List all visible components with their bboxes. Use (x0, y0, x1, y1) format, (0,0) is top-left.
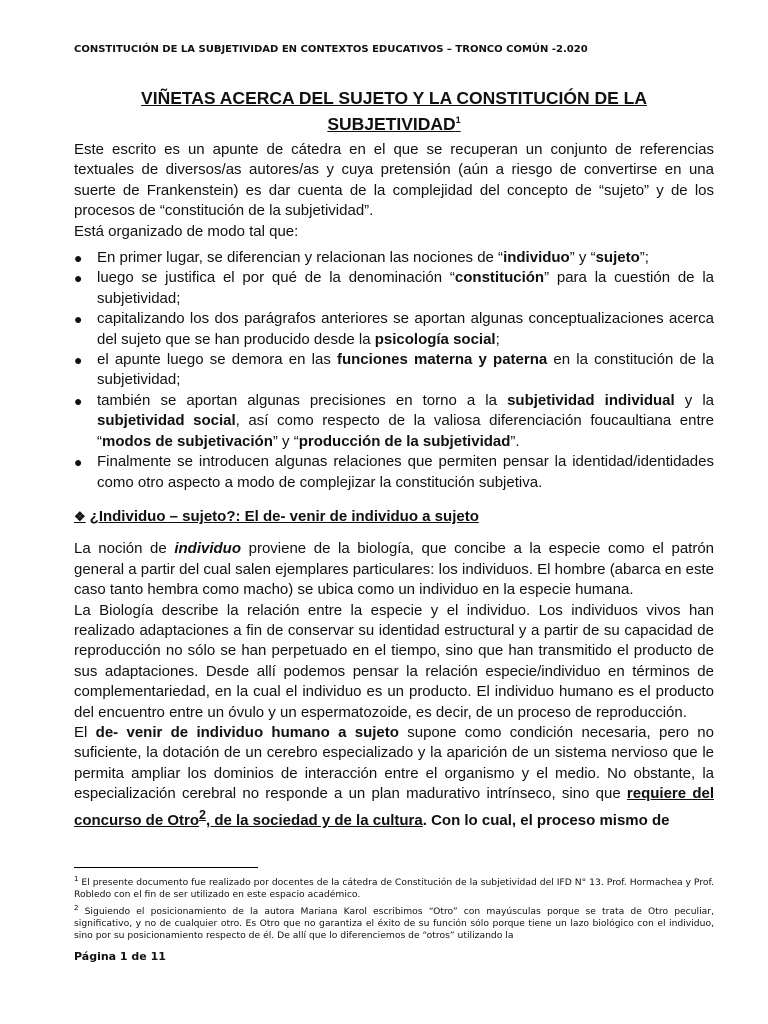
list-item: ● capitalizando los dos parágrafos anteriores se aportan algunas conceptualizaciones acerca del sujeto que se han producido desde la psicología social; (74, 310, 714, 348)
title-line-1: VIÑETAS ACERCA DEL SUJETO Y LA CONSTITUCIÓN DE LA (141, 88, 647, 108)
running-header: CONSTITUCIÓN DE LA SUBJETIVIDAD EN CONTEXTOS EDUCATIVOS – TRONCO COMÚN -2.020 (74, 44, 588, 55)
footnote-ref-2[interactable]: 2 (199, 807, 206, 822)
intro-lead: Está organizado de modo tal que: (74, 222, 299, 240)
intro-paragraph: Este escrito es un apunte de cátedra en el que se recuperan un conjunto de referencias textuales de diversos/as autores/as y cuya pretensión (aún a riesgo de convertirse en una suerte de Frankenstein) es dar cuenta de la complejidad del concepto de “sujeto” y de los procesos de “constitución de la subjetividad”. (74, 141, 714, 220)
section-heading: ❖ ¿Individuo – sujeto?: El de- venir de individuo a sujeto (74, 507, 714, 527)
page-number: Página 1 de 11 (74, 950, 166, 963)
list-item: ● En primer lugar, se diferencian y relacionan las nociones de “individuo” y “sujeto”; (74, 248, 714, 268)
diamond-bullet-icon: ❖ (74, 508, 86, 524)
list-item: ● también se aportan algunas precisiones en torno a la subjetividad individual y la subjetividad social, así como respecto de la valiosa diferenciación foucaultiana entre “modos de subjetivación” y “producción de la subjetividad”. (74, 391, 714, 450)
bullet-icon: ● (74, 454, 83, 471)
section-paragraph-1: La noción de individuo proviene de la biología, que concibe a la especie como el patrón general a partir del cual salen ejemplares particulares: los individuos. El hombre (abarca en este caso tanto hembra como macho) se ubica como un individuo en la especie humana. (74, 540, 715, 599)
bullet-icon: ● (74, 311, 83, 328)
footnote-2: $^2$ Siguiendo el posicionamiento de la autora Mariana Karol escribimos “Otro” con mayúsculas porque se trata de Otro peculiar, significativo, y no de cualquier otro. Es Otro que no garantiza el éxito de su función sólo porque tiene un lazo biológico con el individuo, sino por su posicionamiento respecto de él. De allí que lo diferenciemos de “otros” utilizando la (74, 903, 714, 942)
footnote-separator (74, 867, 258, 868)
title-line-2: SUBJETIVIDAD (327, 113, 456, 134)
bullet-icon: ● (74, 392, 83, 409)
list-item: ● luego se justifica el por qué de la denominación “constitución” para la cuestión de la subjetividad; (74, 269, 714, 307)
section-paragraph-3: El de- venir de individuo humano a sujeto supone como condición necesaria, pero no suficiente, la dotación de un cerebro especializado y la aparición de un sistema nervioso que le permita ampliar los dominios de interacción entre el organismo y el medio. No obstante, la especialización cerebral no responde a un plan madurativo intrínseco, sino que requiere del concurso de Otro$^2$, de la sociedad y de la cultura. Con lo cual, el proceso mismo de (74, 723, 714, 829)
footnote-ref-1[interactable]: 1 (455, 115, 461, 125)
footnotes (74, 873, 714, 943)
document-body (74, 140, 714, 831)
bullet-icon: ● (74, 250, 83, 267)
bullet-icon: ● (74, 352, 83, 369)
section-paragraph-2: La Biología describe la relación entre la especie y el individuo. Los individuos vivos han realizado adaptaciones a fin de conservar su identidad estructural y a partir de su capacidad de reproducción no sólo se han perpetuado en el tiempo, sino que han transmitido el producto de sus adaptaciones. Desde allí podemos pensar la relación especie/individuo en términos de complementariedad, en la cual el individuo es un producto. El individuo humano es el producto del encuentro entre un óvulo y un espermatozoide, es decir, de un proceso de reproducción. (74, 601, 714, 721)
bullet-icon: ● (74, 270, 83, 287)
list-item: ● el apunte luego se demora en las funciones materna y paterna en la constitución de la subjetividad; (74, 351, 714, 389)
document-title (74, 87, 714, 135)
bullet-list (74, 248, 714, 493)
footnote-1: $^1$ El presente documento fue realizado por docentes de la cátedra de Constitución de la subjetividad del IFD N° 13. Prof. Hormachea y Prof. Robledo con el fin de ser utilizado en este espacio académico. (74, 875, 714, 901)
list-item: ● Finalmente se introducen algunas relaciones que permiten pensar la identidad/identidades como otro aspecto a modo de complejizar la constitución subjetiva. (74, 453, 714, 491)
